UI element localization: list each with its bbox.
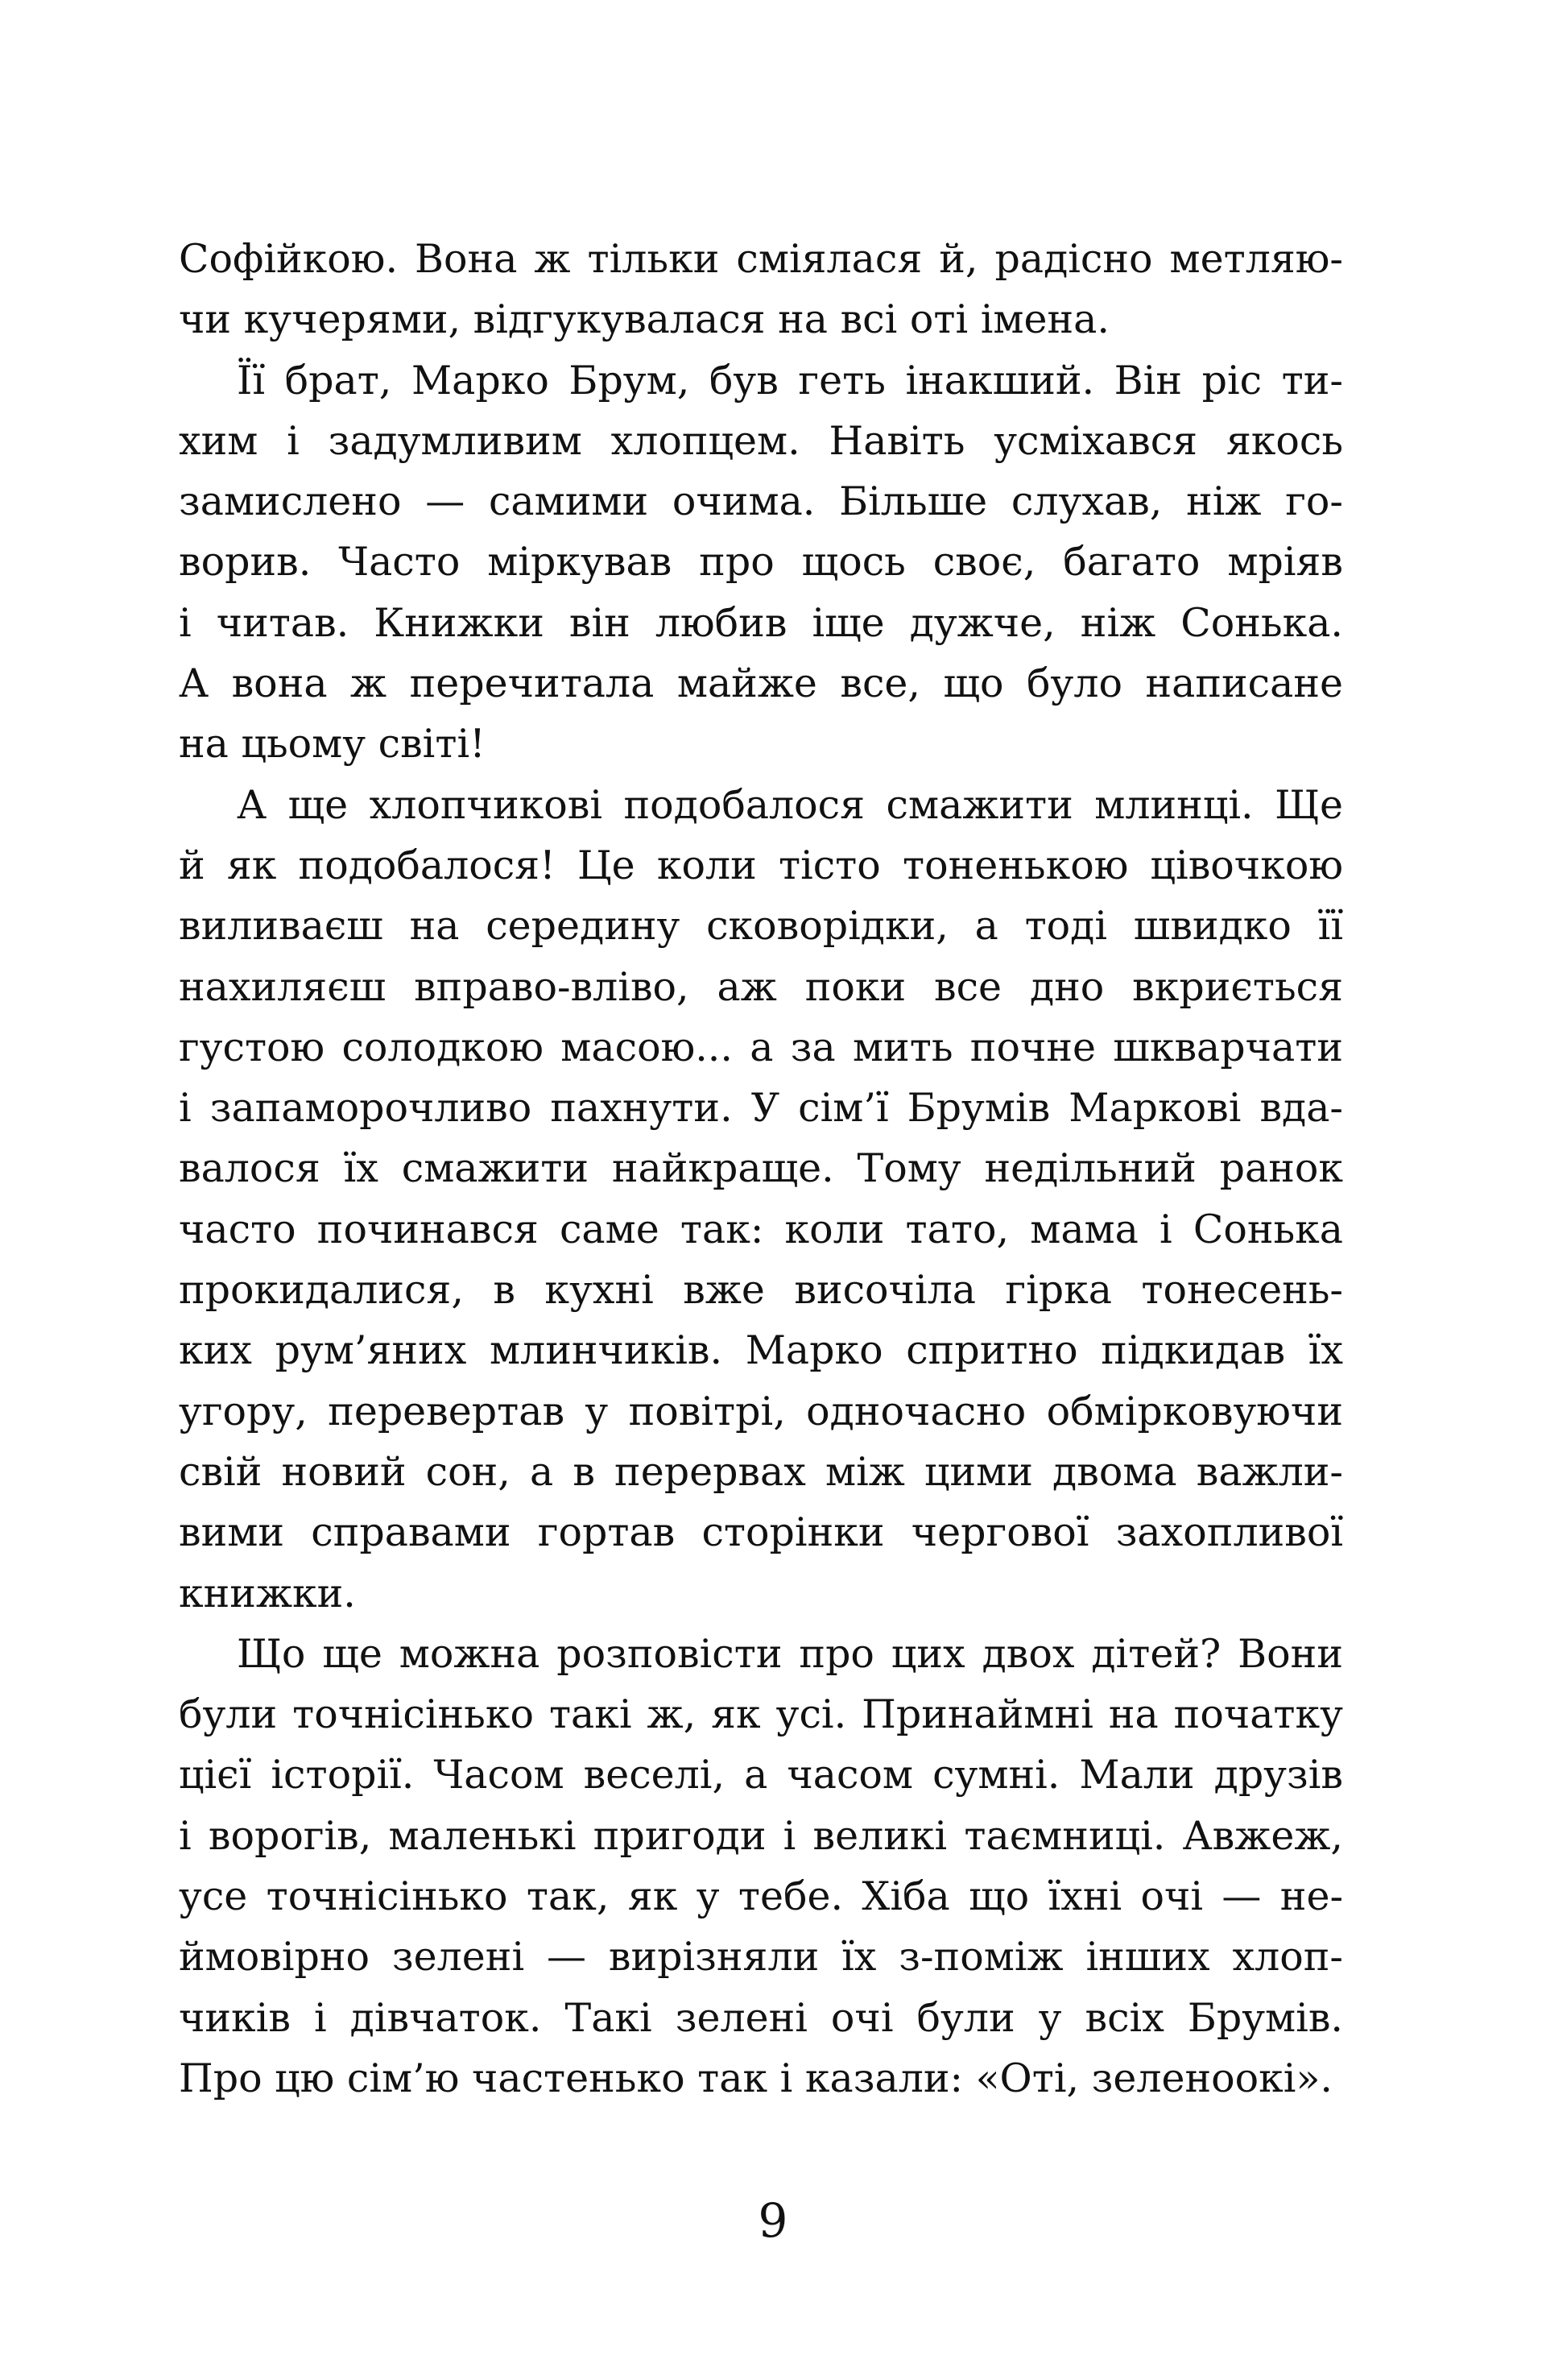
- text-line: часто починався саме так: коли тато, мама і Сонька: [179, 1206, 1343, 1252]
- paragraph-1: [179, 229, 1343, 350]
- text-line: вими справами гортав сторінки чергової захопливої: [179, 1509, 1343, 1556]
- text-line: А ще хлопчикові подобалося смажити млинці. Ще: [237, 781, 1343, 828]
- text-line: Її брат, Марко Брум, був геть інакший. Він ріс ти-: [237, 357, 1343, 404]
- text-line: Що ще можна розповісти про цих двох дітей? Вони: [237, 1630, 1343, 1677]
- text-line: прокидалися, в кухні вже височіла гірка тонесень-: [179, 1267, 1343, 1314]
- text-line: усе точнісінько так, як у тебе. Хіба що їхні очі — не-: [179, 1873, 1343, 1920]
- paragraph-3: [179, 775, 1343, 1624]
- text-line: й як подобалося! Це коли тісто тоненькою цівочкою: [179, 842, 1343, 888]
- text-line: хим і задумливим хлопцем. Навіть усміхався якось: [179, 417, 1343, 464]
- text-line: чи кучерями, відгукувалася на всі оті імена.: [179, 296, 1110, 343]
- body-text: [179, 229, 1343, 2109]
- text-line: нахиляєш вправо-вліво, аж поки все дно вкриється: [179, 963, 1343, 1010]
- text-line: чиків і дівчаток. Такі зелені очі були у всіх Брумів.: [179, 1994, 1343, 2041]
- text-line: і ворогів, маленькі пригоди і великі таємниці. Авжеж,: [179, 1812, 1343, 1859]
- text-line: на цьому світі!: [179, 721, 486, 768]
- text-line: Про цю сім’ю частенько так і казали: «Оті, зеленоокі».: [179, 2055, 1333, 2101]
- text-line: книжки.: [179, 1570, 356, 1616]
- page-number: 9: [758, 2193, 788, 2248]
- text-line: цієї історії. Часом веселі, а часом сумні. Мали друзів: [179, 1752, 1343, 1798]
- text-line: були точнісінько такі ж, як усі. Принаймні на початку: [179, 1691, 1343, 1738]
- text-line: А вона ж перечитала майже все, що було написане: [179, 660, 1343, 707]
- text-line: густою солодкою масою... а за мить почне шкварчати: [179, 1024, 1343, 1070]
- text-line: ворив. Часто міркував про щось своє, багато мріяв: [179, 539, 1343, 586]
- text-line: виливаєш на середину сковорідки, а тоді швидко її: [179, 903, 1343, 950]
- text-line: і запаморочливо пахнути. У сім’ї Брумів Маркові вда-: [179, 1085, 1343, 1132]
- paragraph-4: [179, 1624, 1343, 2109]
- text-line: і читав. Книжки він любив іще дужче, ніж Сонька.: [179, 599, 1343, 646]
- text-line: ймовірно зелені — вирізняли їх з-поміж інших хлоп-: [179, 1934, 1343, 1981]
- text-line: замислено — самими очима. Більше слухав, ніж го-: [179, 478, 1343, 525]
- text-line: свій новий сон, а в перервах між цими двома важли-: [179, 1448, 1343, 1495]
- text-line: валося їх смажити найкраще. Тому недільний ранок: [179, 1145, 1343, 1192]
- text-line: угору, перевертав у повітрі, одночасно обмірковуючи: [179, 1388, 1343, 1434]
- text-line: ких рум’яних млинчиків. Марко спритно підкидав їх: [179, 1327, 1343, 1374]
- text-line: Софійкою. Вона ж тільки сміялася й, радісно метляю-: [179, 236, 1343, 282]
- paragraph-2: [179, 350, 1343, 775]
